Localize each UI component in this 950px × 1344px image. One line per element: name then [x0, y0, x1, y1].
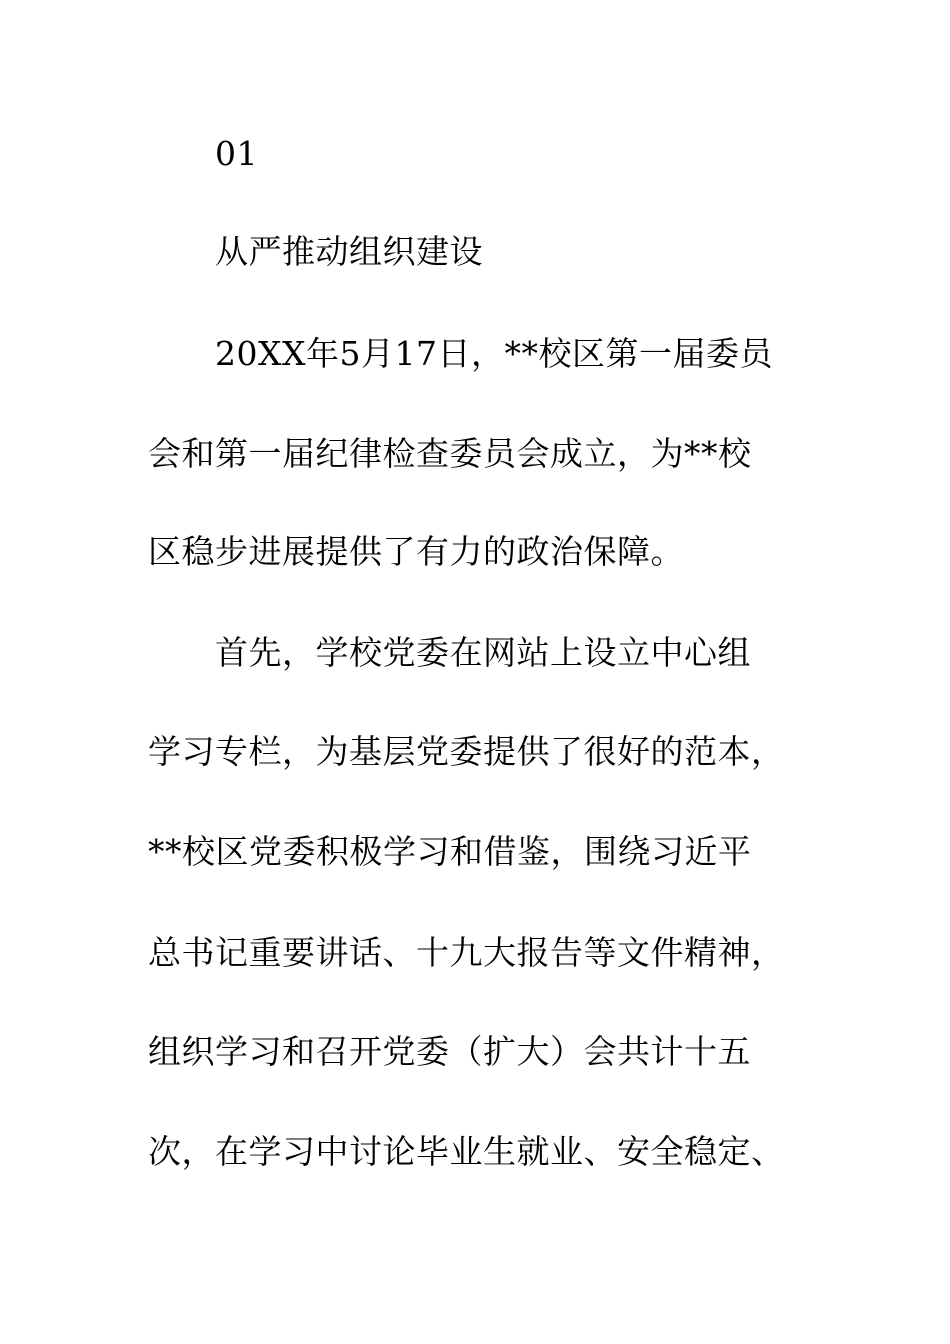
paragraph1-line-3: 区稳步进展提供了有力的政治保障。 [148, 532, 684, 571]
paragraph2-line-5: 组织学习和召开党委（扩大）会共计十五 [148, 1032, 751, 1071]
paragraph2-line-4: 总书记重要讲话、十九大报告等文件精神， [148, 933, 785, 972]
paragraph2-line-2: 学习专栏，为基层党委提供了很好的范本， [148, 732, 785, 771]
section-number: 01 [215, 134, 258, 173]
paragraph2-line-1: 首先，学校党委在网站上设立中心组 [215, 633, 751, 672]
paragraph1-line-2: 会和第一届纪律检查委员会成立，为**校 [148, 434, 752, 473]
section-title: 从严推动组织建设 [215, 232, 483, 271]
paragraph1-line-1: 20XX年5月17日，**校区第一届委员 [215, 334, 773, 373]
paragraph2-line-3: **校区党委积极学习和借鉴，围绕习近平 [148, 832, 752, 871]
paragraph2-line-6: 次，在学习中讨论毕业生就业、安全稳定、 [148, 1132, 785, 1171]
